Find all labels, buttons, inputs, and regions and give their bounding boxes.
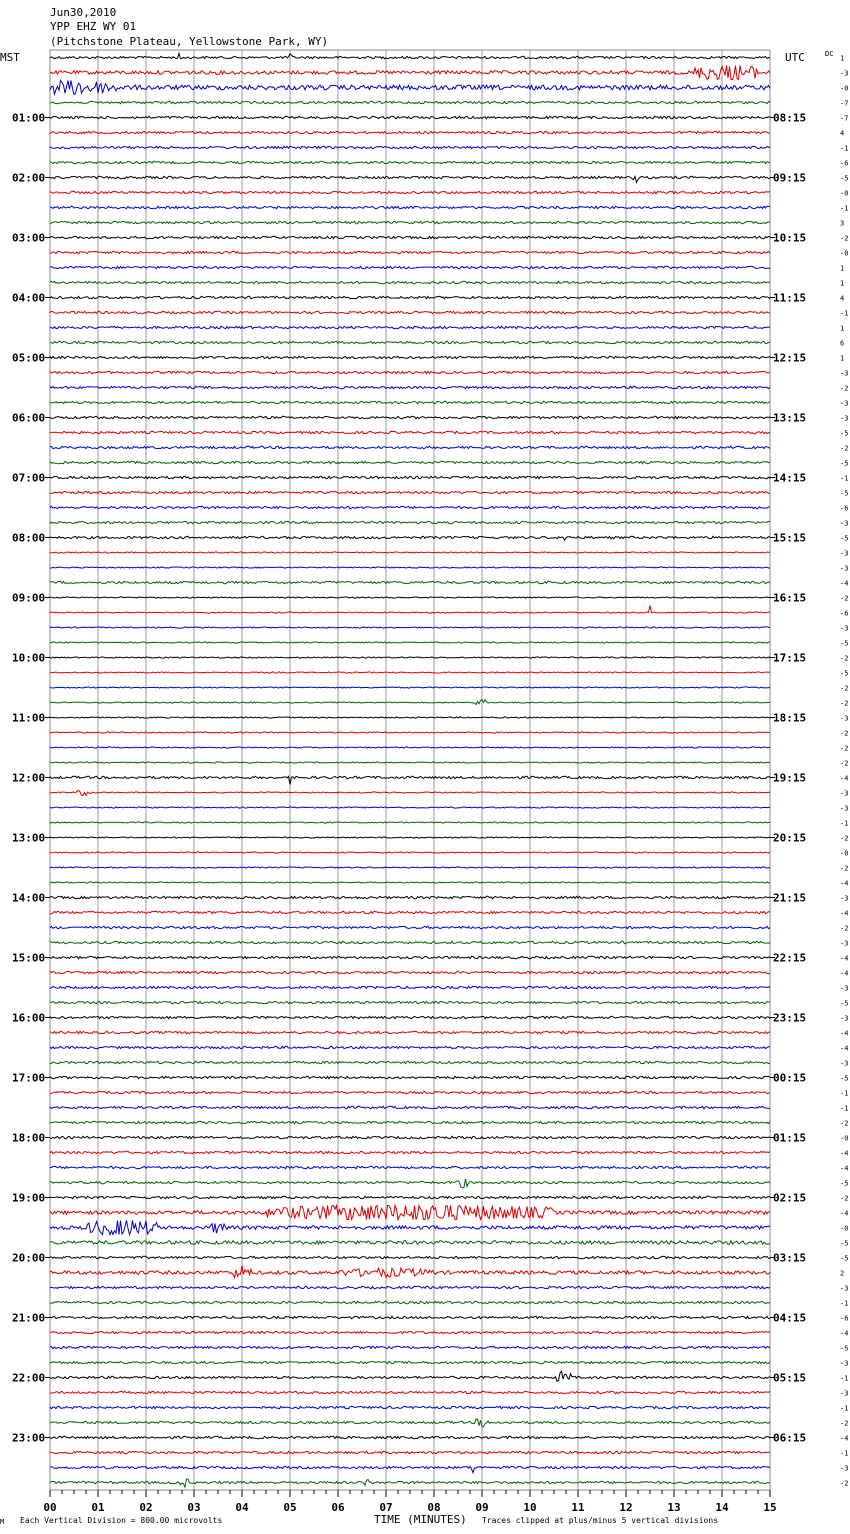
trace-row-76 (50, 1196, 770, 1198)
hour-label-left: 15:00 (12, 951, 46, 965)
dc-offset-label: -3 (840, 1059, 849, 1068)
trace-row-15 (50, 281, 770, 283)
hour-label-left: 14:00 (12, 891, 46, 905)
dc-offset-label: 1 (840, 264, 845, 273)
hour-label-right: 02:15 (773, 1191, 807, 1205)
trace-row-92 (50, 1436, 770, 1438)
dc-offset-label: 4 (840, 129, 845, 138)
trace-row-43 (50, 700, 770, 705)
dc-offset-label: -4 (840, 1209, 849, 1218)
trace-row-71 (50, 1121, 770, 1123)
trace-row-30 (50, 506, 770, 508)
trace-row-85 (50, 1331, 770, 1333)
trace-row-66 (50, 1046, 770, 1048)
trace-row-70 (50, 1106, 770, 1108)
dc-offset-label: -4 (840, 1329, 849, 1338)
dc-offset-label: -5 (840, 669, 849, 678)
dc-offset-label: -3 (840, 1284, 849, 1293)
dc-offset-label: -5 (840, 174, 849, 183)
x-tick-label-04: 04 (235, 1501, 249, 1514)
trace-row-18 (50, 326, 770, 328)
dc-offset-label: -0 (840, 849, 849, 858)
hour-label-right: 00:15 (773, 1071, 807, 1085)
dc-offset-label: -1 (840, 1374, 849, 1383)
trace-row-53 (50, 852, 770, 853)
x-tick-label-12: 12 (619, 1501, 633, 1514)
trace-row-62 (50, 986, 770, 988)
dc-offset-label: -2 (840, 729, 849, 738)
hour-label-left: 06:00 (12, 411, 46, 425)
dc-offset-label: -3 (840, 789, 849, 798)
trace-row-73 (50, 1151, 770, 1153)
trace-row-83 (50, 1301, 770, 1303)
dc-offset-label: -6 (840, 504, 849, 513)
dc-offset-label: -2 (840, 234, 849, 243)
dc-offset-label: -2 (840, 444, 849, 453)
dc-offset-label: -5 (840, 459, 849, 468)
dc-offset-label: -0 (840, 1224, 849, 1233)
trace-row-49 (50, 791, 770, 796)
x-tick-label-11: 11 (571, 1501, 585, 1514)
dc-offset-label: -4 (840, 579, 849, 588)
dc-offset-label: -2 (840, 744, 849, 753)
dc-offset-label: -2 (840, 1119, 849, 1128)
trace-row-95 (50, 1479, 770, 1487)
x-tick-label-14: 14 (715, 1501, 729, 1514)
left-timezone-label: MST (0, 51, 20, 64)
dc-offset-label: -7 (840, 114, 849, 123)
dc-offset-label: -3 (840, 714, 849, 723)
dc-offset-label: 3 (840, 219, 845, 228)
trace-row-75 (50, 1179, 770, 1188)
trace-row-38 (50, 627, 770, 628)
trace-group (50, 53, 770, 1487)
hour-label-right: 17:15 (773, 651, 807, 665)
x-tick-label-00: 00 (43, 1501, 57, 1514)
trace-row-29 (50, 491, 770, 493)
dc-offset-labels (840, 55, 848, 1488)
dc-offset-label: -5 (840, 1254, 849, 1263)
dc-offset-label: -5 (840, 1239, 849, 1248)
trace-row-16 (50, 296, 770, 298)
dc-offset-label: -5 (840, 429, 849, 438)
trace-row-94 (50, 1466, 770, 1472)
x-tick-label-09: 09 (475, 1501, 489, 1514)
hour-label-right: 03:15 (773, 1251, 807, 1265)
hour-label-right: 23:15 (773, 1011, 807, 1025)
dc-offset-label: -2 (840, 699, 849, 708)
dc-offset-label: -0 (840, 1134, 849, 1143)
hour-label-right: 09:15 (773, 171, 807, 185)
trace-row-25 (50, 431, 770, 433)
dc-offset-label: -1 (840, 309, 849, 318)
trace-row-47 (50, 762, 770, 763)
hour-label-left: 01:00 (12, 111, 46, 125)
trace-row-64 (50, 1016, 770, 1018)
trace-row-7 (50, 161, 770, 163)
trace-row-67 (50, 1061, 770, 1063)
dc-offset-label: -3 (840, 399, 849, 408)
hour-label-left: 02:00 (12, 171, 46, 185)
record-date: Jun30,2010 (50, 6, 117, 19)
hour-label-right: 05:15 (773, 1371, 807, 1385)
trace-row-46 (50, 747, 770, 748)
trace-row-55 (50, 882, 770, 883)
dc-offset-label: -3 (840, 414, 849, 423)
trace-row-81 (50, 1266, 770, 1278)
hour-label-left: 11:00 (12, 711, 46, 725)
trace-row-90 (50, 1406, 770, 1408)
hour-label-right: 15:15 (773, 531, 807, 545)
dc-offset-label: -4 (840, 969, 849, 978)
trace-row-50 (50, 807, 770, 808)
x-axis-ticks (43, 1490, 776, 1514)
trace-row-27 (50, 461, 770, 463)
trace-row-21 (50, 371, 770, 373)
trace-row-60 (50, 956, 770, 958)
hour-label-left: 07:00 (12, 471, 46, 485)
trace-row-88 (50, 1371, 770, 1381)
hour-label-right: 19:15 (773, 771, 807, 785)
dc-offset-label: -1 (840, 1104, 849, 1113)
trace-row-84 (50, 1316, 770, 1318)
trace-row-2 (50, 81, 770, 95)
hour-label-right: 20:15 (773, 831, 807, 845)
dc-offset-label: -5 (840, 1344, 849, 1353)
trace-row-19 (50, 341, 770, 343)
trace-row-48 (50, 776, 770, 784)
trace-row-14 (50, 266, 770, 268)
dc-offset-label: -2 (840, 594, 849, 603)
hour-label-left: 21:00 (12, 1311, 46, 1325)
trace-row-56 (50, 896, 770, 898)
trace-row-61 (50, 971, 770, 973)
hour-label-right: 18:15 (773, 711, 807, 725)
hour-label-left: 19:00 (12, 1191, 46, 1205)
trace-row-22 (50, 386, 770, 388)
dc-offset-label: -4 (840, 954, 849, 963)
station-location: (Pitchstone Plateau, Yellowstone Park, WY) (50, 35, 329, 48)
hour-label-right: 22:15 (773, 951, 807, 965)
dc-offset-label: 1 (840, 354, 845, 363)
dc-offset-label: -5 (840, 534, 849, 543)
x-tick-label-02: 02 (139, 1501, 153, 1514)
dc-offset-label: -1 (840, 1089, 849, 1098)
hour-label-left: 10:00 (12, 651, 46, 665)
dc-offset-label: -4 (840, 774, 849, 783)
dc-offset-label: -1 (840, 1404, 849, 1413)
x-axis-title: TIME (MINUTES) (374, 1513, 467, 1526)
station-name: YPP EHZ WY 01 (50, 20, 137, 33)
dc-offset-label: -3 (840, 369, 849, 378)
trace-row-68 (50, 1076, 770, 1078)
dc-offset-label: -3 (840, 939, 849, 948)
trace-row-37 (50, 606, 770, 614)
hour-label-left: 13:00 (12, 831, 46, 845)
trace-row-33 (50, 552, 770, 553)
hour-label-right: 14:15 (773, 471, 807, 485)
trace-row-39 (50, 642, 770, 643)
x-tick-label-03: 03 (187, 1501, 201, 1514)
trace-row-5 (50, 131, 770, 133)
trace-row-36 (50, 597, 770, 598)
trace-row-26 (50, 446, 770, 448)
dc-offset-label: -4 (840, 1434, 849, 1443)
dc-offset-label: -3 (840, 549, 849, 558)
dc-offset-label: -3 (840, 1464, 849, 1473)
trace-row-1 (50, 66, 770, 80)
dc-offset-label: -3 (840, 1014, 849, 1023)
trace-row-11 (50, 221, 770, 223)
dc-offset-label: 1 (840, 279, 845, 288)
hour-labels-left (12, 112, 50, 1445)
dc-offset-label: -3 (840, 894, 849, 903)
trace-row-44 (50, 717, 770, 718)
corner-mark: M (0, 1518, 5, 1526)
clip-note: Traces clipped at plus/minus 5 vertical divisions (482, 1516, 719, 1525)
trace-row-4 (50, 116, 770, 118)
dc-offset-label: -1 (840, 474, 849, 483)
trace-row-35 (50, 581, 770, 583)
dc-offset-label: -2 (840, 1479, 849, 1488)
dc-offset-label: -3 (840, 1359, 849, 1368)
trace-row-69 (50, 1091, 770, 1093)
hour-label-left: 05:00 (12, 351, 46, 365)
trace-row-42 (50, 687, 770, 688)
trace-row-59 (50, 941, 770, 943)
trace-row-86 (50, 1346, 770, 1348)
trace-row-82 (50, 1286, 770, 1288)
dc-offset-label: -2 (840, 924, 849, 933)
trace-row-0 (50, 53, 770, 58)
hour-label-right: 01:15 (773, 1131, 807, 1145)
dc-offset-label: -6 (840, 609, 849, 618)
dc-offset-label: -4 (840, 1164, 849, 1173)
hour-label-left: 22:00 (12, 1371, 46, 1385)
trace-row-80 (50, 1256, 770, 1258)
trace-row-91 (50, 1419, 770, 1427)
dc-offset-label: -5 (840, 489, 849, 498)
trace-row-51 (50, 822, 770, 823)
trace-row-54 (50, 867, 770, 868)
hour-label-right: 16:15 (773, 591, 807, 605)
dc-offset-label: -2 (840, 384, 849, 393)
hour-label-left: 04:00 (12, 291, 46, 305)
hour-label-right: 10:15 (773, 231, 807, 245)
dc-offset-label: -3 (840, 69, 849, 78)
hour-label-left: 03:00 (12, 231, 46, 245)
dc-offset-label: -4 (840, 1044, 849, 1053)
dc-offset-label: -3 (840, 1389, 849, 1398)
dc-offset-label: -2 (840, 834, 849, 843)
trace-row-52 (50, 837, 770, 838)
x-tick-label-01: 01 (91, 1501, 105, 1514)
dc-offset-label: -4 (840, 1029, 849, 1038)
trace-row-12 (50, 236, 770, 238)
dc-offset-label: -5 (840, 639, 849, 648)
trace-row-23 (50, 401, 770, 403)
dc-offset-label: -2 (840, 759, 849, 768)
trace-row-79 (50, 1241, 770, 1245)
dc-offset-label: -4 (840, 879, 849, 888)
trace-row-13 (50, 251, 770, 253)
dc-offset-label: 2 (840, 1269, 845, 1278)
trace-row-57 (50, 911, 770, 913)
trace-row-87 (50, 1361, 770, 1363)
x-tick-label-07: 07 (379, 1501, 393, 1514)
trace-row-63 (50, 1001, 770, 1003)
dc-offset-label: -6 (840, 159, 849, 168)
trace-row-40 (50, 657, 770, 658)
hour-label-left: 16:00 (12, 1011, 46, 1025)
dc-offset-label: 4 (840, 294, 845, 303)
trace-row-65 (50, 1031, 770, 1033)
trace-row-3 (50, 101, 770, 103)
x-tick-label-06: 06 (331, 1501, 345, 1514)
dc-offset-label: -4 (840, 909, 849, 918)
dc-offset-label: -1 (840, 1299, 849, 1308)
trace-row-89 (50, 1391, 770, 1393)
dc-offset-label: -1 (840, 1449, 849, 1458)
trace-row-8 (50, 176, 770, 182)
trace-row-24 (50, 416, 770, 418)
hour-label-left: 09:00 (12, 591, 46, 605)
scale-note: Each Vertical Division = 800.00 microvolts (20, 1516, 223, 1525)
dc-offset-label: -2 (840, 1194, 849, 1203)
trace-row-45 (50, 732, 770, 733)
dc-offset-label: 1 (840, 54, 845, 63)
hour-label-right: 12:15 (773, 351, 807, 365)
dc-offset-label: -3 (840, 984, 849, 993)
hour-label-right: 13:15 (773, 411, 807, 425)
dc-offset-label: 1 (840, 324, 845, 333)
trace-row-72 (50, 1136, 770, 1138)
trace-row-74 (50, 1166, 770, 1168)
hour-label-right: 11:15 (773, 291, 807, 305)
hour-label-right: 08:15 (773, 111, 807, 125)
dc-offset-label: -1 (840, 144, 849, 153)
x-tick-label-13: 13 (667, 1501, 681, 1514)
dc-offset-label: -3 (840, 804, 849, 813)
trace-row-58 (50, 926, 770, 928)
hour-label-right: 06:15 (773, 1431, 807, 1445)
hour-label-right: 04:15 (773, 1311, 807, 1325)
dc-offset-label: -2 (840, 684, 849, 693)
trace-row-41 (50, 672, 770, 673)
trace-row-6 (50, 146, 770, 148)
right-timezone-label: UTC (785, 51, 805, 64)
dc-offset-label: -0 (840, 189, 849, 198)
dc-offset-label: -5 (840, 1074, 849, 1083)
dc-column-label: DC (825, 50, 834, 58)
dc-offset-label: -2 (840, 1419, 849, 1428)
dc-offset-label: 6 (840, 339, 845, 348)
dc-offset-label: -3 (840, 519, 849, 528)
dc-offset-label: -1 (840, 819, 849, 828)
trace-row-9 (50, 191, 770, 193)
dc-offset-label: -3 (840, 624, 849, 633)
hour-labels-right (770, 112, 806, 1445)
dc-offset-label: -5 (840, 999, 849, 1008)
x-tick-label-08: 08 (427, 1501, 441, 1514)
trace-row-28 (50, 476, 770, 478)
x-tick-label-15: 15 (763, 1501, 777, 1514)
trace-row-77 (50, 1206, 770, 1220)
trace-row-34 (50, 567, 770, 568)
dc-offset-label: -4 (840, 1149, 849, 1158)
dc-offset-label: -2 (840, 654, 849, 663)
dc-offset-label: -1 (840, 204, 849, 213)
hour-label-left: 08:00 (12, 531, 46, 545)
trace-row-10 (50, 206, 770, 208)
dc-offset-label: -2 (840, 864, 849, 873)
hour-label-left: 23:00 (12, 1431, 46, 1445)
dc-offset-label: -5 (840, 1179, 849, 1188)
hour-label-left: 17:00 (12, 1071, 46, 1085)
dc-offset-label: -6 (840, 1314, 849, 1323)
trace-row-32 (50, 536, 770, 540)
dc-offset-label: -0 (840, 84, 849, 93)
trace-row-17 (50, 311, 770, 313)
trace-row-31 (50, 521, 770, 523)
dc-offset-label: -7 (840, 99, 849, 108)
hour-label-left: 18:00 (12, 1131, 46, 1145)
trace-row-78 (50, 1221, 770, 1235)
dc-offset-label: -3 (840, 564, 849, 573)
hour-label-left: 12:00 (12, 771, 46, 785)
trace-row-93 (50, 1451, 770, 1453)
x-tick-label-05: 05 (283, 1501, 297, 1514)
dc-offset-label: -0 (840, 249, 849, 258)
hour-label-left: 20:00 (12, 1251, 46, 1265)
x-tick-label-10: 10 (523, 1501, 537, 1514)
trace-row-20 (50, 356, 770, 358)
hour-label-right: 21:15 (773, 891, 807, 905)
